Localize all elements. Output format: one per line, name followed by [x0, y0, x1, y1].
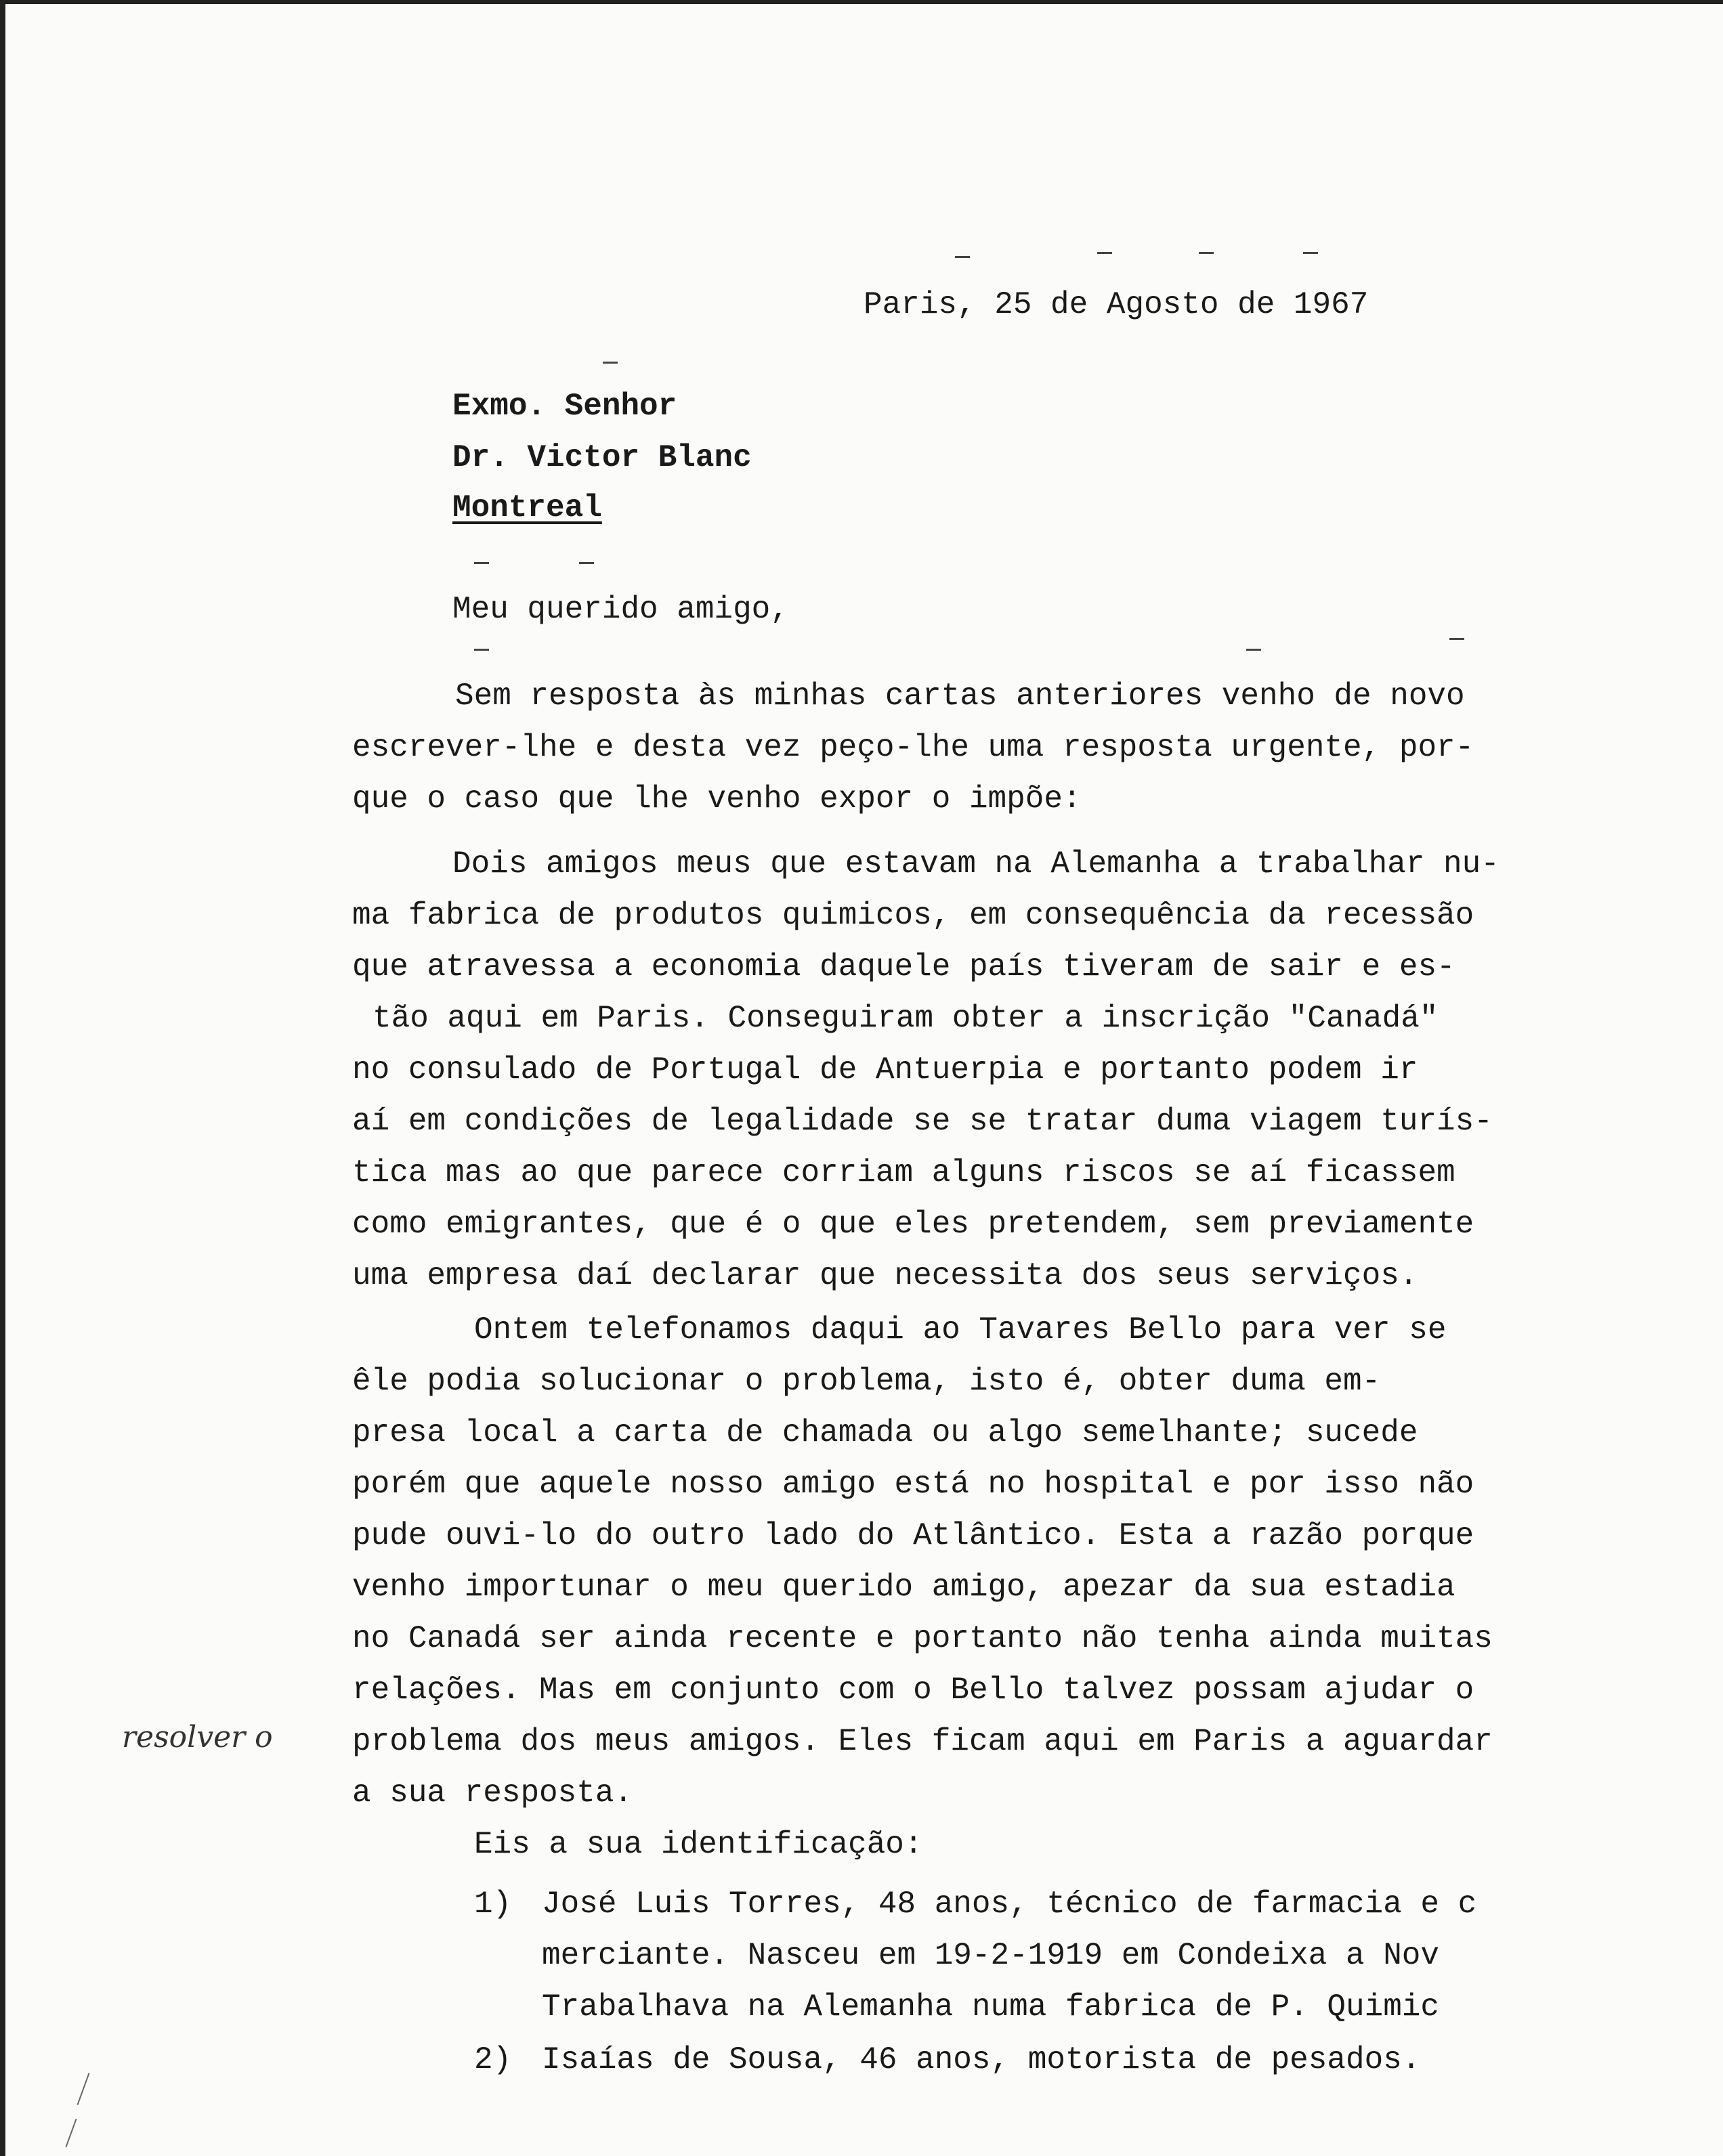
addressee-title: Exmo. Senhor [452, 389, 677, 424]
correction-mark [955, 256, 970, 258]
paragraph-line: escrever-lhe e desta vez peço-lhe uma resposta urgente, por- [352, 730, 1474, 765]
list-item-line: Trabalhava na Alemanha numa fabrica de P. Quimic [542, 1989, 1440, 2025]
list-item-line: merciante. Nasceu em 19-2-1919 em Condeixa a Nov [542, 1938, 1440, 1973]
paragraph-line: uma empresa daí declarar que necessita dos seus serviços. [352, 1258, 1418, 1293]
paragraph-line: no consulado de Portugal de Antuerpia e portanto podem ir [352, 1052, 1418, 1087]
correction-mark [1097, 252, 1112, 254]
paragraph-line: ma fabrica de produtos quimicos, em consequência da recessão [352, 898, 1474, 933]
place-date: Paris, 25 de Agosto de 1967 [864, 287, 1369, 322]
paragraph-line: venho importunar o meu querido amigo, apezar da sua estadia [352, 1570, 1455, 1605]
correction-mark [1246, 649, 1261, 651]
paragraph-line: tão aqui em Paris. Conseguiram obter a inscrição "Canadá" [373, 1001, 1439, 1036]
list-item-line: Isaías de Sousa, 46 anos, motorista de pesados. [542, 2042, 1421, 2077]
identification-intro: Eis a sua identificação: [474, 1827, 923, 1862]
addressee-name: Dr. Victor Blanc [452, 440, 752, 475]
greeting: Meu querido amigo, [452, 592, 789, 627]
correction-mark [474, 649, 489, 651]
margin-pen-mark [66, 2119, 77, 2147]
paragraph-line: Dois amigos meus que estavam na Alemanha a trabalhar nu- [452, 846, 1499, 882]
correction-mark [1449, 638, 1464, 640]
margin-pen-mark [77, 2073, 90, 2105]
correction-mark [1303, 252, 1318, 254]
paragraph-line: Ontem telefonamos daqui ao Tavares Bello para ver se [474, 1312, 1447, 1348]
paragraph-line: êle podia solucionar o problema, isto é, obter duma em- [352, 1364, 1381, 1399]
addressee-city: Montreal [452, 490, 602, 525]
paragraph-line: Sem resposta às minhas cartas anteriores venho de novo [455, 678, 1465, 714]
paragraph-line: relações. Mas em conjunto com o Bello talvez possam ajudar o [352, 1673, 1474, 1708]
scan-edge-left [0, 0, 5, 2156]
list-item-line: José Luis Torres, 48 anos, técnico de farmacia e c [542, 1886, 1477, 1922]
list-item-number: 2) [474, 2042, 512, 2077]
paragraph-line: no Canadá ser ainda recente e portanto não tenha ainda muitas [352, 1621, 1493, 1656]
paragraph-line: presa local a carta de chamada ou algo semelhante; sucede [352, 1415, 1418, 1450]
correction-mark [474, 562, 489, 564]
paragraph-line: que o caso que lhe venho expor o impõe: [352, 781, 1082, 817]
paragraph-line: pude ouvi-lo do outro lado do Atlântico. Esta a razão porque [352, 1518, 1474, 1553]
paragraph-line: problema dos meus amigos. Eles ficam aqui em Paris a aguardar [352, 1724, 1493, 1759]
paragraph-line: porém que aquele nosso amigo está no hospital e por isso não [352, 1467, 1474, 1502]
paragraph-line: como emigrantes, que é o que eles pretendem, sem previamente [352, 1207, 1474, 1242]
list-item-number: 1) [474, 1886, 512, 1922]
correction-mark [603, 362, 618, 364]
paragraph-line: a sua resposta. [352, 1775, 633, 1811]
scan-edge-top [0, 0, 1723, 4]
paragraph-line: tica mas ao que parece corriam alguns riscos se aí ficassem [352, 1155, 1455, 1190]
correction-mark [579, 562, 594, 564]
paragraph-line: que atravessa a economia daquele país tiveram de sair e es- [352, 949, 1455, 985]
correction-mark [1199, 252, 1214, 254]
paragraph-line: aí em condições de legalidade se se tratar duma viagem turís- [352, 1104, 1493, 1139]
handwritten-margin-note: resolver o [122, 1720, 273, 1754]
